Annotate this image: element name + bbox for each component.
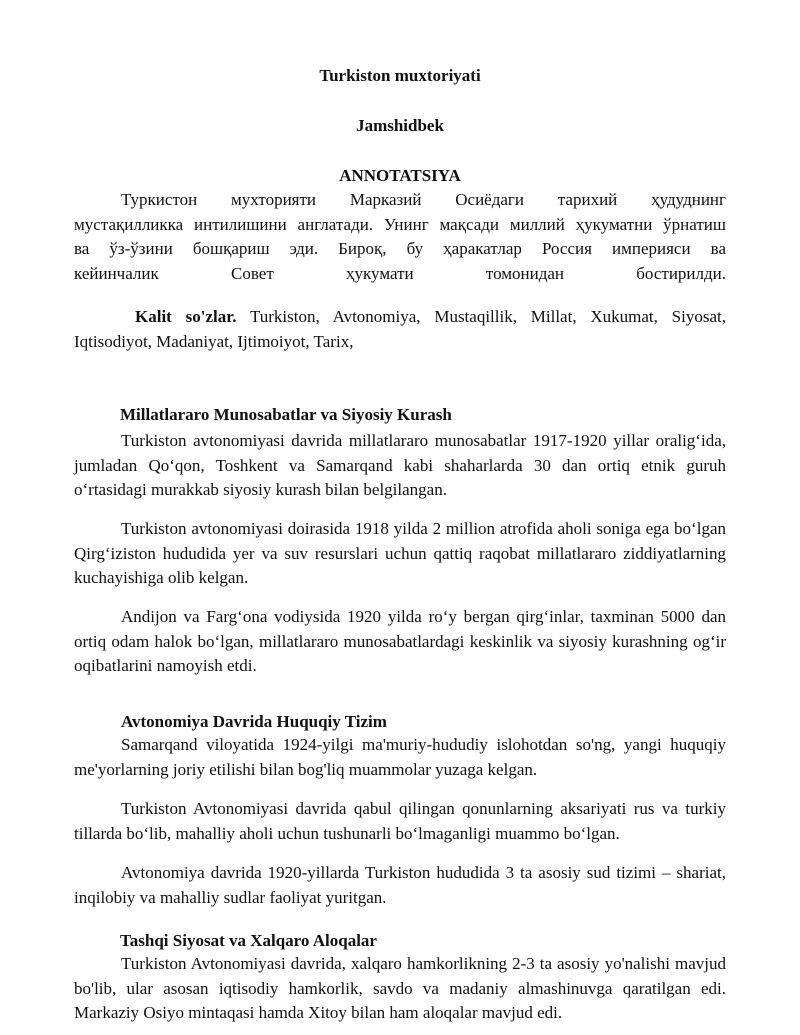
section-heading: Tashqi Siyosat va Xalqaro Aloqalar: [120, 931, 377, 950]
keywords-text: Turkiston, Avtonomiya, Mustaqillik, Millat, Xukumat, Siyosat, Iqtisodiyot, Madaniyat, Ijtimoiyot, Tarix,: [74, 307, 726, 351]
author-name: Jamshidbek: [356, 116, 444, 135]
annotation-heading: ANNOTATSIYA: [339, 166, 461, 185]
annotation-text: Туркистон мухторияти Марказий Осиёдаги тарихий ҳудуднинг мустақилликка интилишини англатади. Унинг мақсади миллий ҳукуматни ўрнатиш ва ўз-ўзини бошқариш эди. Бироқ, бу ҳаракатлар Россия империяси ва кейинчалик Совет ҳукумати томонидан бостирилди.: [74, 190, 726, 283]
section-heading: Avtonomiya Davrida Huquqiy Tizim: [121, 712, 387, 731]
section-paragraph: Avtonomiya davrida 1920-yillarda Turkiston hududida 3 ta asosiy sud tizimi – shariat, inqilobiy va mahalliy sudlar faoliyat yuritgan.: [74, 863, 726, 907]
keywords-label: Kalit so'zlar.: [135, 307, 237, 326]
section-paragraph: Turkiston avtonomiyasi davrida millatlararo munosabatlar 1917-1920 yillar oralig‘ida, jumladan Qo‘qon, Toshkent va Samarqand kabi shaharlarda 30 dan ortiq etnik guruh o‘rtasidagi murakkab siyosiy kurash bilan belgilangan.: [74, 431, 726, 499]
document-title: Turkiston muxtoriyati: [319, 66, 481, 85]
keywords: [74, 305, 726, 354]
section-paragraph: Turkiston avtonomiyasi doirasida 1918 yilda 2 million atrofida aholi soniga ega bo‘lgan Qirg‘iziston hududida yer va suv resurslari uchun qattiq raqobat millatlararo ziddiyatlarning kuchayishiga olib kelgan.: [74, 519, 726, 587]
section-paragraph: Turkiston Avtonomiyasi davrida qabul qilingan qonunlarning aksariyati rus va turkiy tillarda bo‘lib, mahalliy aholi uchun tushunarli bo‘lmaganligi muammo bo‘lgan.: [74, 799, 726, 843]
section-paragraph: Turkiston Avtonomiyasi davrida, xalqaro hamkorlikning 2-3 ta asosiy yo'nalishi mavjud bo'lib, ular asosan iqtisodiy hamkorlik, savdo va madaniy almashinuvga qaratilgan edi. Markaziy Osiyo mintaqasi hamda Xitoy bilan ham aloqalar mavjud edi.: [74, 954, 726, 1022]
section-paragraph: Samarqand viloyatida 1924-yilgi ma'muriy-hududiy islohotdan so'ng, yangi huquqiy me'yorlarning joriy etilishi bilan bog'liq muammolar yuzaga kelgan.: [74, 735, 726, 779]
section-heading: Millatlararo Munosabatlar va Siyosiy Kurash: [120, 405, 452, 424]
section-paragraph: Andijon va Farg‘ona vodiysida 1920 yilda ro‘y bergan qirg‘inlar, taxminan 5000 dan ortiq odam halok bo‘lgan, millatlararo munosabatlardagi keskinlik va siyosiy kurashning og‘ir oqibatlarini namoyish etdi.: [74, 607, 726, 675]
